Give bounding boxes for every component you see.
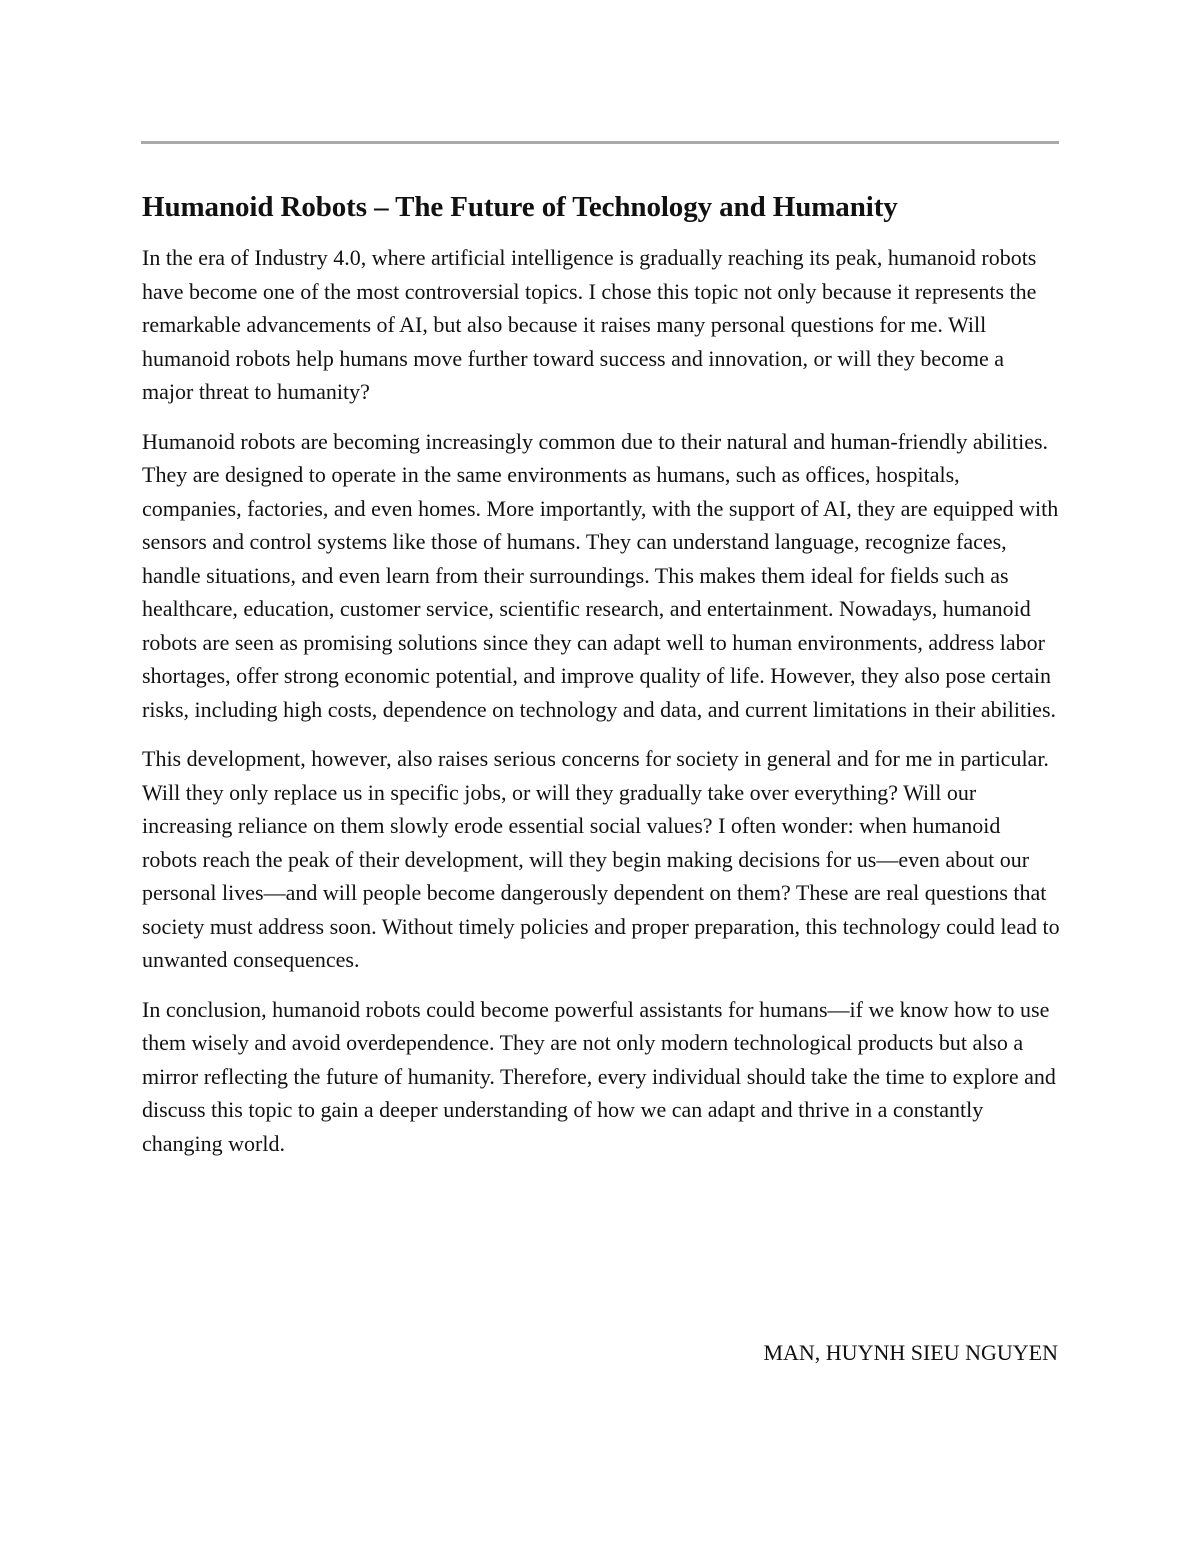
- paragraph-conclusion: In conclusion, humanoid robots could become powerful assistants for humans—if we know how to use them wisely and avoid overdependence. They are not only modern technological products but also a mirror reflecting the future of humanity. Therefore, every individual should take the time to explore and discuss this topic to gain a deeper understanding of how we can adapt and thrive in a constantly changing world.: [142, 996, 1056, 1156]
- paragraph-overview: Humanoid robots are becoming increasingly common due to their natural and human-friendly abilities. They are designed to operate in the same environments as humans, such as offices, hospitals, companies, factories, and even homes. More importantly, with the support of AI, they are equipped with sensors and control systems like those of humans. They can understand language, recognize faces, handle situations, and even learn from their surroundings. This makes them ideal for fields such as healthcare, education, customer service, scientific research, and entertainment. Nowadays, humanoid robots are seen as promising solutions since they can adapt well to human environments, address labor shortages, offer strong economic potential, and improve quality of life. However, they also pose certain risks, including high costs, dependence on technology and data, and current limitations in their abilities.: [142, 428, 1059, 722]
- document-title: Humanoid Robots – The Future of Technology and Humanity: [142, 191, 898, 223]
- author-signature: MAN, HUYNH SIEU NGUYEN: [763, 1340, 1058, 1365]
- paragraph-introduction: In the era of Industry 4.0, where artificial intelligence is gradually reaching its peak, humanoid robots have become one of the most controversial topics. I chose this topic not only because it represents the remarkable advancements of AI, but also because it raises many personal questions for me. Will humanoid robots help humans move further toward success and innovation, or will they become a major threat to humanity?: [142, 245, 1037, 404]
- paragraph-concerns: This development, however, also raises serious concerns for society in general and for me in particular. Will they only replace us in specific jobs, or will they gradually take over everything? Will our increasing reliance on them slowly erode essential social values? I often wonder: when humanoid robots reach the peak of their development, will they begin making decisions for us—even about our personal lives—and will people become dangerously dependent on them? These are real questions that society must address soon. Without timely policies and proper preparation, this technology could lead to unwanted consequences.: [142, 746, 1060, 972]
- top-horizontal-rule: [141, 141, 1059, 144]
- document-body: [142, 188, 1060, 1176]
